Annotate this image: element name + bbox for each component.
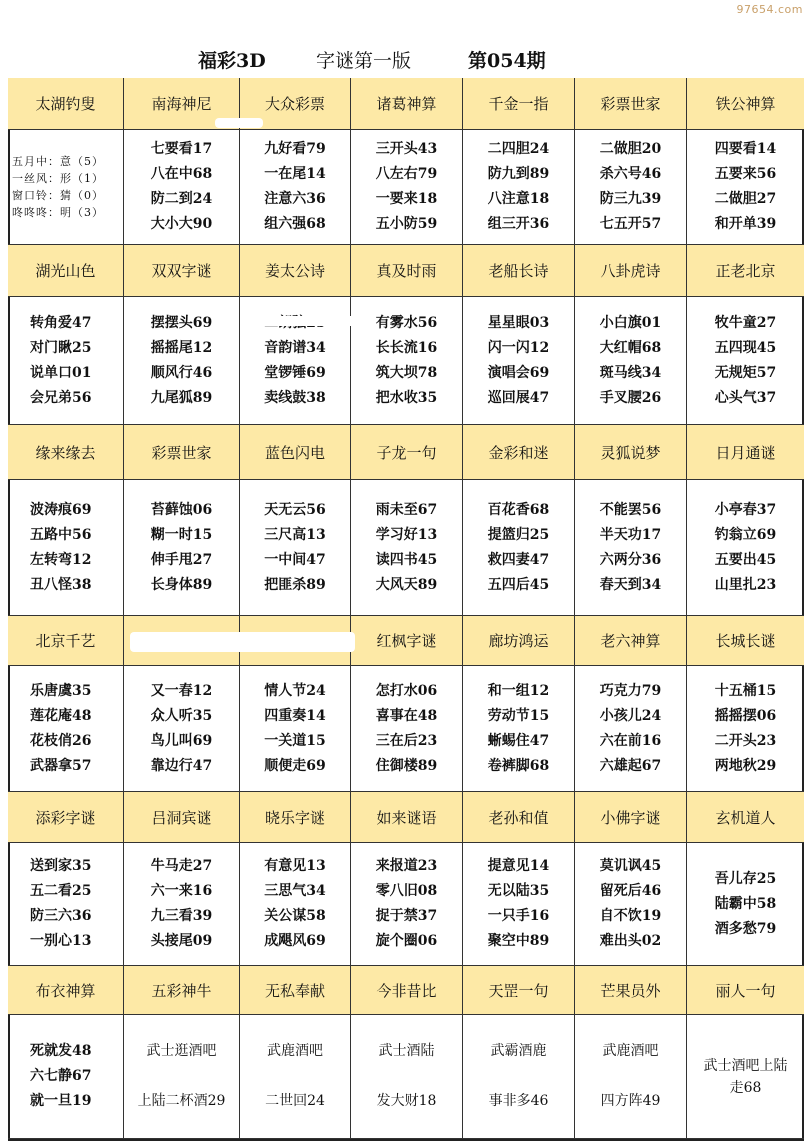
riddle-line: 一关道15 [264, 732, 326, 749]
column-name: 如来谜语 [351, 792, 463, 843]
riddle-line: 五要出45 [714, 551, 777, 568]
riddle-line: 事非多46 [488, 1092, 549, 1109]
riddle-line: 长长流16 [375, 339, 438, 356]
riddle-line: 来报道23 [375, 858, 438, 874]
scan-smudge [130, 632, 355, 652]
riddle-line: 六一来16 [150, 883, 213, 899]
riddle-line: 有雾水56 [375, 314, 438, 331]
riddle-line: 一丝风：形（1） [12, 172, 104, 185]
riddle-line: 二开头23 [714, 732, 777, 749]
riddle-cell [575, 666, 687, 792]
riddle-cell [124, 130, 240, 245]
riddle-line: 防二到24 [150, 191, 213, 207]
column-name: 彩票世家 [575, 78, 687, 130]
riddle-line: 四重奏14 [264, 707, 326, 724]
riddle-line: 斑马线34 [599, 364, 662, 381]
riddle-cell [575, 297, 687, 425]
column-name: 八卦虎诗 [575, 245, 687, 297]
riddle-cell [240, 843, 351, 966]
riddle-line: 堂锣锤69 [264, 364, 326, 381]
riddle-line: 就一旦19 [30, 1093, 92, 1109]
lottery-title: 福彩3D [198, 50, 266, 72]
riddle-line: 摆摆头69 [150, 314, 213, 331]
riddle-line: 一中间47 [264, 551, 326, 568]
riddle-line: 注意六36 [264, 191, 326, 207]
riddle-cell [463, 666, 575, 792]
riddle-line: 喜事在48 [375, 707, 438, 724]
riddle-line: 顺便走69 [264, 757, 326, 774]
riddle-line: 对门瞅25 [30, 339, 92, 356]
riddle-line: 防九到89 [487, 166, 550, 182]
riddle-cell [575, 130, 687, 245]
riddle-line: 四要看14 [714, 141, 777, 157]
riddle-line: 五四现45 [714, 339, 777, 356]
riddle-line: 情人节24 [264, 682, 326, 699]
riddle-line: 四方阵49 [600, 1092, 661, 1109]
riddle-line: 救四妻47 [487, 551, 550, 568]
riddle-line: 把水收35 [375, 389, 438, 406]
column-name: 添彩字谜 [8, 792, 124, 843]
riddle-line: 摇摇尾12 [150, 339, 213, 356]
column-name: 晓乐字谜 [240, 792, 351, 843]
riddle-line: 有意见13 [264, 858, 326, 874]
riddle-line: 二世回24 [265, 1092, 325, 1109]
riddle-line: 捉于禁37 [375, 908, 438, 924]
riddle-line: 一在尾14 [264, 166, 326, 182]
riddle-line: 二四胆24 [487, 141, 550, 157]
riddle-line: 摇摇摆06 [714, 707, 777, 724]
riddle-line: 杀六号46 [599, 166, 662, 182]
riddle-line: 聚空中89 [487, 933, 550, 949]
column-name: 灵狐说梦 [575, 425, 687, 480]
scan-smudge [240, 316, 360, 326]
riddle-line: 三开头43 [375, 141, 438, 157]
riddle-cell [124, 480, 240, 616]
riddle-line: 七五开57 [599, 216, 662, 232]
riddle-cell [463, 130, 575, 245]
riddle-line: 吾儿存25 [714, 870, 777, 887]
riddle-line: 九三看39 [150, 908, 213, 924]
column-name: 姜太公诗 [240, 245, 351, 297]
riddle-line: 靠边行47 [150, 757, 213, 774]
riddle-cell [8, 666, 124, 792]
column-name: 无私奉献 [240, 966, 351, 1015]
riddle-line: 转角爱47 [30, 314, 92, 331]
riddle-line: 五路中56 [30, 526, 92, 543]
column-name: 五彩神牛 [124, 966, 240, 1015]
column-name: 大众彩票 [240, 78, 351, 130]
riddle-line: 八左右79 [375, 166, 438, 182]
riddle-line: 小白旗01 [599, 314, 662, 331]
riddle-line: 六雄起67 [599, 757, 662, 774]
riddle-cell [575, 480, 687, 616]
riddle-line: 提意见14 [487, 858, 550, 874]
riddle-line: 九尾狐89 [150, 389, 213, 406]
column-name: 小佛字谜 [575, 792, 687, 843]
riddle-line: 送到家35 [30, 858, 92, 874]
riddle-line: 发大财18 [376, 1092, 437, 1109]
column-name: 双双字谜 [124, 245, 240, 297]
riddle-line: 和开单39 [714, 216, 777, 232]
riddle-line: 大红帽68 [599, 339, 662, 356]
riddle-line: 七要看17 [150, 141, 213, 157]
column-name: 吕洞宾谜 [124, 792, 240, 843]
riddle-cell [240, 480, 351, 616]
riddle-cell [240, 666, 351, 792]
riddle-table [8, 78, 804, 1141]
riddle-line: 三在后23 [375, 732, 438, 749]
riddle-cell [240, 1015, 351, 1139]
riddle-cell [463, 297, 575, 425]
riddle-line: 闪一闪12 [487, 339, 550, 356]
riddle-line: 一只手16 [487, 908, 550, 924]
riddle-cell [687, 843, 804, 966]
riddle-cell [8, 297, 124, 425]
riddle-line: 九好看79 [264, 141, 326, 157]
riddle-line: 两地秋29 [714, 757, 777, 774]
riddle-line: 把匪杀89 [264, 576, 326, 593]
column-name: 太湖钓叟 [8, 78, 124, 130]
riddle-cell [8, 480, 124, 616]
riddle-cell [351, 297, 463, 425]
riddle-cell [351, 1015, 463, 1139]
riddle-line: 无以陆35 [487, 883, 550, 899]
riddle-cell [351, 843, 463, 966]
riddle-line: 五二看25 [30, 883, 92, 899]
column-name: 蓝色闪电 [240, 425, 351, 480]
edition-title: 字谜第一版 [316, 50, 412, 72]
riddle-line: 八在中68 [150, 166, 213, 182]
riddle-line: 十五桶15 [714, 682, 777, 699]
riddle-cell [351, 480, 463, 616]
riddle-line: 说单口01 [30, 364, 92, 381]
riddle-line: 防三六36 [30, 908, 92, 924]
column-name: 铁公神算 [687, 78, 804, 130]
riddle-line: 武士逛酒吧 [146, 1043, 217, 1060]
issue-number: 第054期 [468, 50, 546, 72]
riddle-line: 零八旧08 [375, 883, 438, 899]
riddle-line: 五要来56 [714, 166, 777, 182]
riddle-cell [687, 1015, 804, 1139]
riddle-line: 山里扎23 [714, 576, 777, 593]
column-name: 老船长诗 [463, 245, 575, 297]
riddle-line: 窗口铃：猜（0） [12, 189, 104, 202]
column-name: 红枫字谜 [351, 616, 463, 666]
riddle-line: 读四书45 [375, 551, 438, 568]
riddle-line: 钓翁立69 [714, 526, 777, 543]
riddle-line: 关公谋58 [264, 908, 326, 924]
riddle-line: 鸟儿叫69 [150, 732, 213, 749]
column-name: 丽人一句 [687, 966, 804, 1015]
column-name: 缘来缘去 [8, 425, 124, 480]
column-name: 廊坊鸿运 [463, 616, 575, 666]
riddle-line: 会兄弟56 [30, 389, 92, 406]
riddle-line: 八注意18 [487, 191, 550, 207]
riddle-line: 难出头02 [599, 933, 662, 949]
riddle-line: 乐唐虞35 [30, 682, 92, 699]
riddle-line: 音韵谱34 [264, 339, 326, 356]
riddle-cell [240, 130, 351, 245]
riddle-line: 波涛痕69 [30, 501, 92, 518]
column-name: 今非昔比 [351, 966, 463, 1015]
riddle-line: 头接尾09 [150, 933, 213, 949]
riddle-line: 牛马走27 [150, 858, 213, 874]
riddle-cell [463, 480, 575, 616]
column-name: 真及时雨 [351, 245, 463, 297]
scan-smudge [215, 118, 263, 128]
riddle-line: 自不饮19 [599, 908, 662, 924]
riddle-cell [463, 843, 575, 966]
riddle-line: 半天功17 [599, 526, 662, 543]
riddle-line: 劳动节15 [487, 707, 550, 724]
riddle-cell [687, 130, 804, 245]
riddle-line: 一要来18 [375, 191, 438, 207]
riddle-line: 旋个圈06 [375, 933, 438, 949]
riddle-line: 春天到34 [599, 576, 662, 593]
riddle-line: 糊一时15 [150, 526, 213, 543]
riddle-line: 武霸酒鹿 [490, 1043, 547, 1060]
column-name: 正老北京 [687, 245, 804, 297]
riddle-line: 丑八怪38 [30, 576, 92, 593]
riddle-cell [124, 843, 240, 966]
column-name: 日月通谜 [687, 425, 804, 480]
riddle-cell [463, 1015, 575, 1139]
riddle-line: 无规矩57 [714, 364, 777, 381]
riddle-line: 又一春12 [150, 682, 213, 699]
column-name: 诸葛神算 [351, 78, 463, 130]
riddle-line: 三思气34 [264, 883, 326, 899]
riddle-line: 二做胆20 [599, 141, 662, 157]
riddle-cell [687, 666, 804, 792]
column-name: 金彩和迷 [463, 425, 575, 480]
riddle-line: 手叉腰26 [599, 389, 662, 406]
column-name: 老六神算 [575, 616, 687, 666]
riddle-cell [8, 1015, 124, 1139]
riddle-cell [124, 297, 240, 425]
riddle-line: 六在前16 [599, 732, 662, 749]
riddle-line: 防三九39 [599, 191, 662, 207]
riddle-line: 莫讥讽45 [599, 858, 662, 874]
column-name: 千金一指 [463, 78, 575, 130]
riddle-line: 一别心13 [30, 933, 92, 949]
riddle-line: 住御楼89 [375, 757, 438, 774]
riddle-line: 怎打水06 [375, 682, 438, 699]
riddle-cell [351, 130, 463, 245]
riddle-cell [351, 666, 463, 792]
riddle-line: 武鹿酒吧 [267, 1043, 323, 1060]
riddle-line: 星星眼03 [487, 314, 550, 331]
riddle-line: 心头气37 [714, 389, 777, 406]
riddle-line: 提篮归25 [487, 526, 550, 543]
riddle-line: 酒多愁79 [714, 920, 777, 937]
riddle-line: 组三开36 [487, 216, 550, 232]
riddle-line: 死就发48 [30, 1043, 92, 1059]
riddle-cell [687, 480, 804, 616]
column-name: 北京千艺 [8, 616, 124, 666]
riddle-line: 成飓风69 [264, 933, 326, 949]
riddle-cell [575, 843, 687, 966]
riddle-line: 卖线鼓38 [264, 389, 326, 406]
watermark: 97654.com [736, 3, 803, 16]
riddle-line: 陆霸中58 [714, 895, 777, 912]
riddle-line: 学习好13 [375, 526, 438, 543]
riddle-line: 五四后45 [487, 576, 550, 593]
riddle-line: 牧牛童27 [714, 314, 777, 331]
page-header [0, 46, 811, 74]
riddle-line: 组六强68 [264, 216, 326, 232]
riddle-line: 左转弯12 [30, 551, 92, 568]
riddle-line: 不能罢56 [599, 501, 662, 518]
riddle-line: 卷裤脚68 [487, 757, 550, 774]
riddle-line: 小孩儿24 [599, 707, 662, 724]
riddle-line: 百花香68 [487, 501, 550, 518]
riddle-line: 伸手甩27 [150, 551, 213, 568]
column-name: 芒果员外 [575, 966, 687, 1015]
riddle-cell [124, 666, 240, 792]
riddle-line: 武器拿57 [30, 757, 92, 774]
riddle-line: 苔藓蚀06 [150, 501, 213, 518]
riddle-line: 巡回展47 [487, 389, 550, 406]
column-name: 玄机道人 [687, 792, 804, 843]
riddle-cell [687, 297, 804, 425]
column-name: 南海神尼 [124, 78, 240, 130]
riddle-line: 上陆二杯酒29 [137, 1092, 226, 1109]
riddle-line: 演唱会69 [487, 364, 550, 381]
riddle-line: 武士酒吧上陆走68 [703, 1057, 788, 1096]
column-name: 老孙和值 [463, 792, 575, 843]
riddle-line: 众人听35 [150, 707, 213, 724]
riddle-line: 花枝俏26 [30, 732, 92, 749]
column-name: 长城长谜 [687, 616, 804, 666]
riddle-line: 六七静67 [30, 1068, 92, 1084]
riddle-line: 小亭春37 [714, 501, 777, 518]
riddle-line: 顺风行46 [150, 364, 213, 381]
riddle-cell [8, 130, 124, 245]
riddle-line: 蜥蜴住47 [487, 732, 550, 749]
riddle-line: 大风天89 [375, 576, 438, 593]
column-name: 布衣神算 [8, 966, 124, 1015]
riddle-line: 五月中：意（5） [12, 155, 104, 168]
riddle-line: 武鹿酒吧 [602, 1043, 659, 1060]
column-name: 天罡一句 [463, 966, 575, 1015]
riddle-line: 雨未至67 [375, 501, 438, 518]
column-name: 彩票世家 [124, 425, 240, 480]
riddle-line: 长身体89 [150, 576, 213, 593]
riddle-cell [8, 843, 124, 966]
riddle-line: 六两分36 [599, 551, 662, 568]
riddle-cell [575, 1015, 687, 1139]
riddle-line: 和一组12 [487, 682, 550, 699]
riddle-line: 二做胆27 [714, 191, 777, 207]
riddle-line: 天无云56 [264, 501, 326, 518]
riddle-line: 莲花庵48 [30, 707, 92, 724]
riddle-line: 咚咚咚：明（3） [12, 206, 104, 219]
riddle-line: 留死后46 [599, 883, 662, 899]
riddle-line: 五小防59 [375, 216, 438, 232]
riddle-line: 筑大坝78 [375, 364, 438, 381]
riddle-line: 巧克力79 [599, 682, 662, 699]
riddle-line: 武士酒陆 [378, 1043, 435, 1060]
riddle-line: 三尺高13 [264, 526, 326, 543]
riddle-cell [124, 1015, 240, 1139]
column-name: 子龙一句 [351, 425, 463, 480]
riddle-line: 大小大90 [150, 216, 213, 232]
column-name: 湖光山色 [8, 245, 124, 297]
